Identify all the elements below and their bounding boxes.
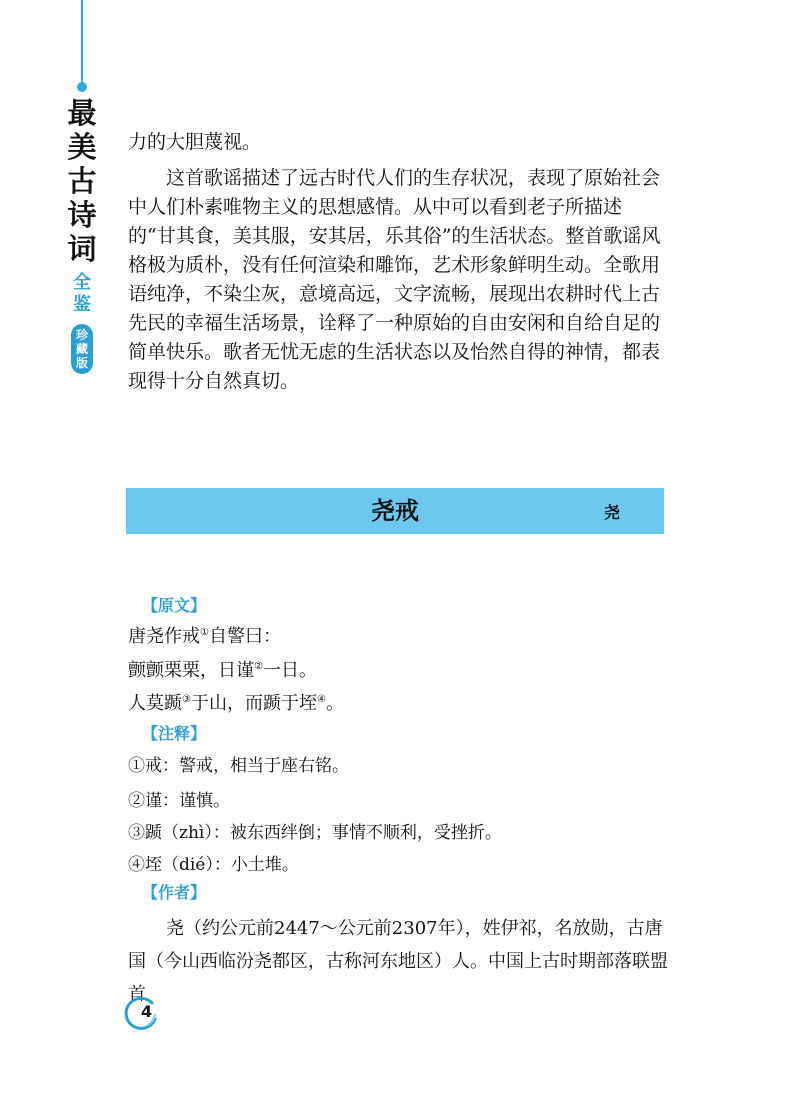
- note-item: ③踬（zhì）：被东西绊倒；事情不顺利，受挫折。: [128, 823, 502, 843]
- note-item: ④垤（dié）：小土堆。: [128, 855, 299, 875]
- original-line-3-a: 人莫踬: [128, 693, 182, 714]
- book-spine-title: [62, 96, 102, 374]
- intro-paragraph: 这首歌谣描述了远古时代人们的生存状况，表现了原始社会中人们朴素唯物主义的思想感情。从中可以看到老子所描述的“甘其食，美其服，安其居，乐其俗”的生活状态。整首歌谣风格极为质朴，没有任何渲染和雕饰，艺术形象鲜明生动。全歌用语纯净，不染尘灰，意境高远，文字流畅，展现出农耕时代上古先民的幸福生活场景，诠释了一种原始的自由安闲和自给自足的简单快乐。歌者无忧无虑的生活状态以及怡然自得的神情，都表现得十分自然真切。: [128, 167, 661, 392]
- original-line-3-b: 于山，而踬于垤: [190, 693, 317, 714]
- book-title: 最美古诗词: [67, 96, 97, 266]
- author-paragraph: 尧（约公元前2447～公元前2307年），姓伊祁，名放勋，古唐国（今山西临汾尧都区，古称河东地区）人。中国上古时期部落联盟首: [128, 918, 668, 1005]
- edition-badge: 珍藏版: [71, 324, 93, 374]
- author-label: 【作者】: [142, 883, 207, 902]
- footnote-ref-2: ②: [254, 661, 263, 672]
- original-line-2-a: 颤颤栗栗，日谨: [128, 660, 254, 681]
- notes-label: 【注释】: [142, 724, 207, 743]
- original-line-2-b: 一日。: [262, 660, 317, 681]
- note-item: ①戒：警戒，相当于座右铭。: [128, 756, 349, 776]
- original-label: 【原文】: [142, 596, 207, 615]
- intro-line: 力的大胆蔑视。: [128, 131, 262, 153]
- page-number: 4: [141, 1002, 153, 1021]
- page-number-swirl-icon: [122, 995, 158, 1031]
- original-line-1-a: 唐尧作戒: [128, 626, 200, 647]
- original-line-1: [128, 624, 281, 650]
- original-line-2: [128, 658, 317, 684]
- poem-title: 尧戒: [371, 497, 419, 525]
- footnote-ref-4: ④: [316, 694, 326, 705]
- footnote-ref-3: ③: [182, 694, 191, 705]
- note-item: ②谨：谨慎。: [128, 791, 230, 811]
- spine-dot: [77, 82, 87, 92]
- section-banner: [126, 488, 664, 534]
- spine-line: [81, 0, 83, 84]
- footnote-ref-1: ①: [200, 627, 209, 638]
- book-subtitle: 全鉴: [73, 272, 91, 315]
- poem-author: 尧: [603, 503, 620, 522]
- original-line-3: [128, 691, 344, 717]
- original-line-3-c: 。: [325, 693, 344, 714]
- original-line-1-b: 自警曰：: [208, 626, 281, 647]
